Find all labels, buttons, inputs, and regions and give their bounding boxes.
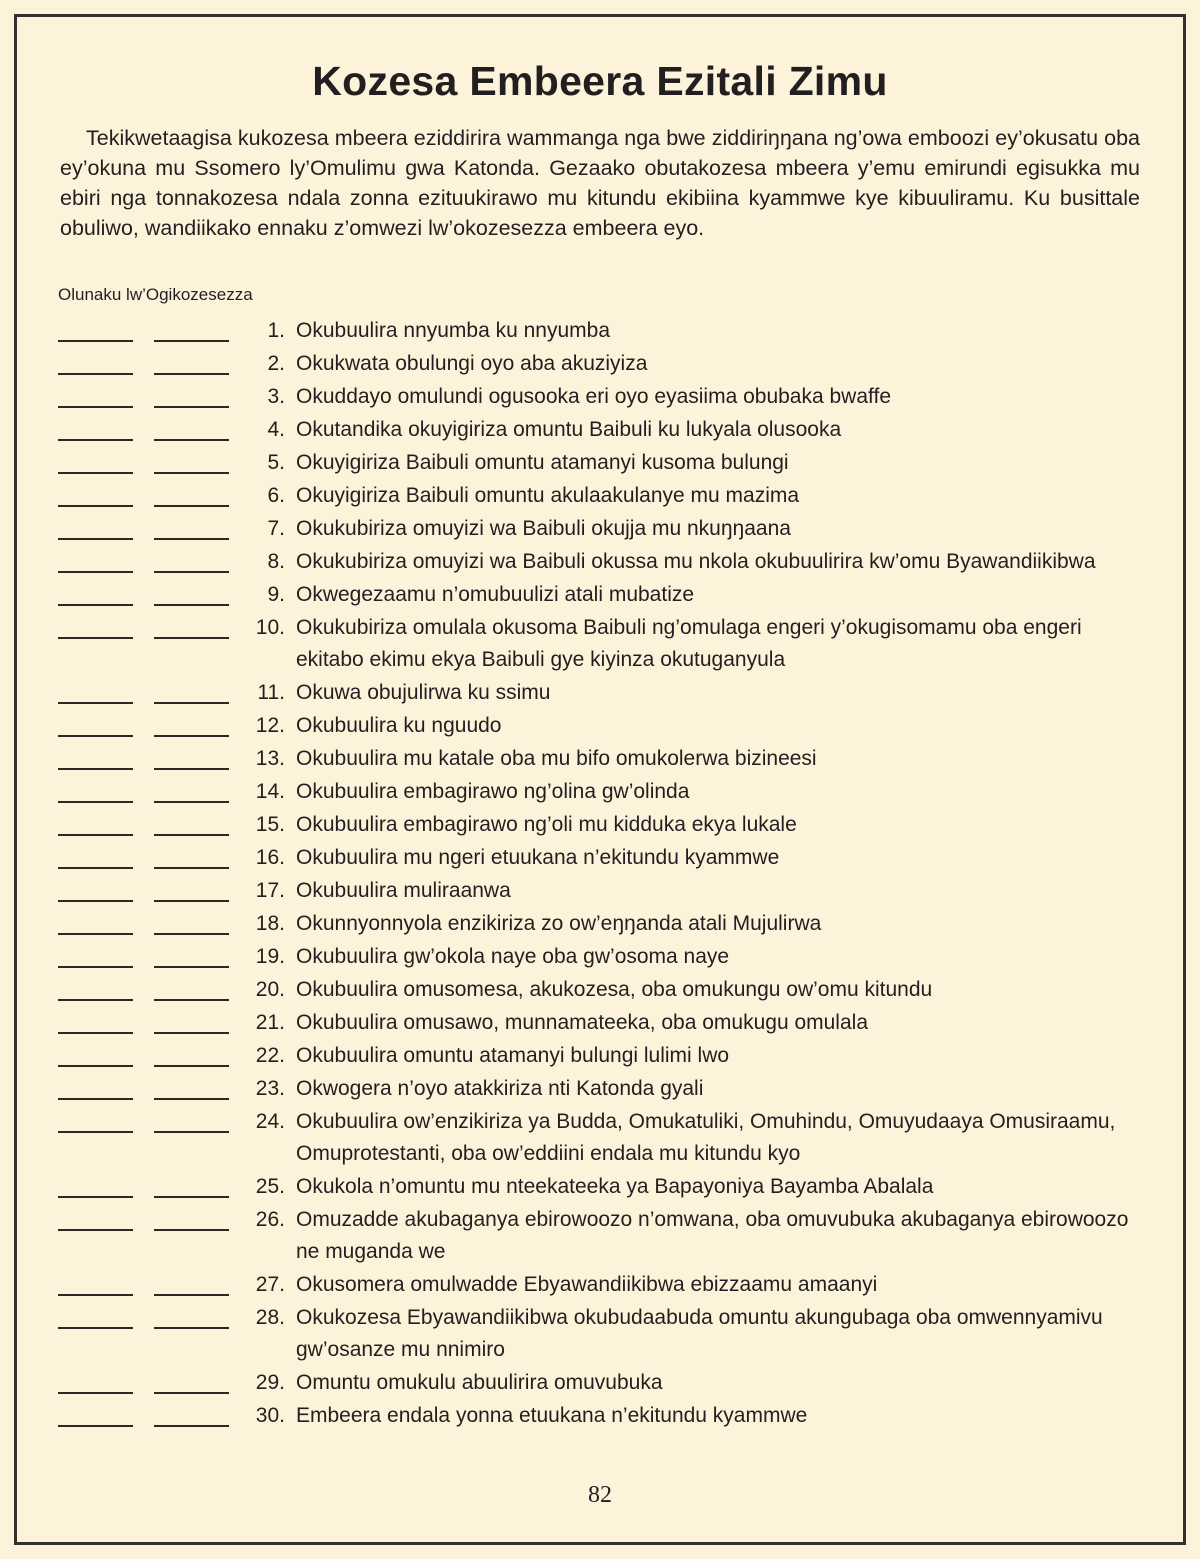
item-number: 3. [267, 385, 285, 408]
item-text: Okunnyonnyola enzikiriza zo ow’eŋŋanda atali Mujulirwa [296, 912, 822, 935]
item-text: Okuyigiriza Baibuli omuntu atamanyi kusoma bulungi [296, 451, 789, 474]
item-text: Okukubiriza omulala okusoma Baibuli ng’omulaga engeri y’okugisomamu oba engeri ekitabo ekimu ekya Baibuli gye kiyinza okutuganyula [296, 616, 1082, 671]
date-blank-2 [154, 941, 229, 968]
item-text: Okubuulira omuntu atamanyi bulungi lulimi lwo [296, 1044, 730, 1067]
item-number: 13. [255, 747, 285, 770]
item-number: 19. [255, 945, 285, 968]
list-item [58, 908, 1142, 940]
item-number: 27. [255, 1273, 285, 1296]
item-number: 24. [255, 1110, 285, 1133]
list-item [58, 776, 1142, 808]
date-blank-1 [58, 381, 133, 408]
list-item [58, 875, 1142, 907]
date-blank-1 [58, 875, 133, 902]
list-item [58, 677, 1142, 709]
item-number: 15. [255, 813, 285, 836]
item-number: 21. [255, 1011, 285, 1034]
item-number: 29. [255, 1371, 285, 1394]
list-item [58, 1106, 1142, 1170]
item-number: 4. [267, 418, 285, 441]
date-blank-2 [154, 1106, 229, 1133]
item-text: Okukwata obulungi oyo aba akuziyiza [296, 352, 648, 375]
list-item [58, 480, 1142, 512]
date-blank-2 [154, 776, 229, 803]
item-number: 23. [255, 1077, 285, 1100]
list-item [58, 809, 1142, 841]
item-text: Omuzadde akubaganya ebirowoozo n’omwana, oba omuvubuka akubaganya ebirowoozo ne muganda we [296, 1208, 1129, 1263]
date-blank-1 [58, 1007, 133, 1034]
date-blank-1 [58, 809, 133, 836]
list-item [58, 1302, 1142, 1366]
item-number: 16. [255, 846, 285, 869]
page-title: Kozesa Embeera Ezitali Zimu [312, 58, 888, 104]
list-item [58, 1400, 1142, 1432]
list-item [58, 1204, 1142, 1268]
item-text: Okukubiriza omuyizi wa Baibuli okujja mu nkuŋŋaana [296, 517, 791, 540]
list-item [58, 546, 1142, 578]
date-blank-1 [58, 447, 133, 474]
item-number: 8. [267, 550, 285, 573]
date-blank-1 [58, 348, 133, 375]
item-text: Okubuulira embagirawo ng’olina gw’olinda [296, 780, 690, 803]
item-text: Okuddayo omulundi ogusooka eri oyo eyasiima obubaka bwaffe [296, 385, 891, 408]
item-number: 28. [255, 1306, 285, 1329]
date-blank-2 [154, 579, 229, 606]
item-text: Okubuulira nnyumba ku nnyumba [296, 319, 611, 342]
date-blank-1 [58, 1204, 133, 1231]
date-blank-1 [58, 546, 133, 573]
item-number: 5. [267, 451, 285, 474]
list-item [58, 447, 1142, 479]
date-blank-2 [154, 381, 229, 408]
list-item [58, 710, 1142, 742]
date-used-label: Olunaku lw’Ogikozesezza [58, 285, 253, 304]
date-blank-2 [154, 1367, 229, 1394]
item-number: 10. [255, 616, 285, 639]
item-text: Okuwa obujulirwa ku ssimu [296, 681, 551, 704]
date-blank-1 [58, 480, 133, 507]
item-number: 26. [255, 1208, 285, 1231]
checklist [58, 315, 1142, 1432]
item-text: Okukola n’omuntu mu nteekateeka ya Bapayoniya Bayamba Abalala [296, 1175, 934, 1198]
item-text: Embeera endala yonna etuukana n’ekitundu kyammwe [296, 1404, 808, 1427]
item-number: 22. [255, 1044, 285, 1067]
date-blank-2 [154, 1204, 229, 1231]
item-number: 14. [255, 780, 285, 803]
item-text: Okuyigiriza Baibuli omuntu akulaakulanye mu mazima [296, 484, 800, 507]
date-blank-1 [58, 710, 133, 737]
item-number: 25. [255, 1175, 285, 1198]
item-number: 1. [267, 319, 285, 342]
item-text: Okukozesa Ebyawandiikibwa okubudaabuda omuntu akungubaga oba omwennyamivu gw’osanze mu nnimiro [296, 1306, 1103, 1361]
item-number: 30. [255, 1404, 285, 1427]
item-text: Okubuulira embagirawo ng’oli mu kidduka ekya lukale [296, 813, 797, 836]
date-blank-2 [154, 1171, 229, 1198]
date-blank-1 [58, 941, 133, 968]
date-blank-1 [58, 974, 133, 1001]
item-text: Okubuulira omusawo, munnamateeka, oba omukugu omulala [296, 1011, 868, 1034]
date-blank-1 [58, 908, 133, 935]
date-blank-1 [58, 842, 133, 869]
item-text: Okubuulira muliraanwa [296, 879, 511, 902]
date-blank-1 [58, 1269, 133, 1296]
date-blank-2 [154, 315, 229, 342]
intro-paragraph: Tekikwetaagisa kukozesa mbeera eziddirira wammanga nga bwe ziddiriŋŋana ng’owa emboozi ey’okusatu oba ey’okuna mu Ssomero ly’Omulimu gwa Katonda. Gezaako obutakozesa mbeera y’emu emirundi egisukka mu ebiri nga tonnakozesa ndala zonna ezituukirawo mu kitundu ekibiina kyammwe kye kibuuliramu. Ku busittale obuliwo, wandiikako ennaku z’omwezi lw’okozesezza embeera eyo. [60, 126, 1140, 240]
date-blank-2 [154, 480, 229, 507]
list-item [58, 1269, 1142, 1301]
list-item [58, 315, 1142, 347]
date-blank-2 [154, 348, 229, 375]
list-item [58, 612, 1142, 676]
date-blank-1 [58, 1106, 133, 1133]
item-text: Okubuulira omusomesa, akukozesa, oba omukungu ow’omu kitundu [296, 978, 933, 1001]
list-item [58, 579, 1142, 611]
date-blank-2 [154, 612, 229, 639]
date-blank-1 [58, 1040, 133, 1067]
date-blank-2 [154, 677, 229, 704]
item-number: 2. [267, 352, 285, 375]
item-number: 20. [255, 978, 285, 1001]
item-number: 6. [267, 484, 285, 507]
item-text: Okubuulira gw’okola naye oba gw’osoma naye [296, 945, 730, 968]
date-blank-2 [154, 809, 229, 836]
date-blank-1 [58, 1073, 133, 1100]
item-text: Okutandika okuyigiriza omuntu Baibuli ku lukyala olusooka [296, 418, 842, 441]
date-blank-2 [154, 908, 229, 935]
date-blank-2 [154, 842, 229, 869]
list-item [58, 941, 1142, 973]
list-item [58, 1073, 1142, 1105]
date-blank-1 [58, 579, 133, 606]
item-number: 7. [267, 517, 285, 540]
date-blank-2 [154, 710, 229, 737]
date-blank-2 [154, 1302, 229, 1329]
list-item [58, 743, 1142, 775]
date-blank-2 [154, 447, 229, 474]
list-item [58, 513, 1142, 545]
list-item [58, 1171, 1142, 1203]
item-number: 12. [255, 714, 285, 737]
date-blank-2 [154, 1007, 229, 1034]
item-number: 17. [255, 879, 285, 902]
date-blank-1 [58, 743, 133, 770]
list-item [58, 842, 1142, 874]
list-item [58, 348, 1142, 380]
item-text: Okubuulira mu ngeri etuukana n’ekitundu kyammwe [296, 846, 780, 869]
item-text: Okwegezaamu n’omubuulizi atali mubatize [296, 583, 695, 606]
item-number: 9. [267, 583, 285, 606]
date-blank-2 [154, 1400, 229, 1427]
date-blank-2 [154, 974, 229, 1001]
list-item [58, 974, 1142, 1006]
item-number: 11. [257, 681, 285, 704]
date-blank-2 [154, 513, 229, 540]
page-number: 82 [588, 1482, 612, 1508]
date-blank-2 [154, 1073, 229, 1100]
date-blank-1 [58, 776, 133, 803]
item-text: Okubuulira ow’enzikiriza ya Budda, Omukatuliki, Omuhindu, Omuyudaaya Omusiraamu, Omuprotestanti, oba ow’eddiini endala mu kitundu kyo [296, 1110, 1116, 1165]
date-blank-2 [154, 1040, 229, 1067]
date-blank-1 [58, 1367, 133, 1394]
item-text: Okwogera n’oyo atakkiriza nti Katonda gyali [296, 1077, 704, 1100]
list-item [58, 381, 1142, 413]
date-blank-1 [58, 1302, 133, 1329]
date-blank-1 [58, 513, 133, 540]
item-text: Okubuulira mu katale oba mu bifo omukolerwa bizineesi [296, 747, 817, 770]
date-blank-2 [154, 875, 229, 902]
list-item [58, 1040, 1142, 1072]
date-blank-1 [58, 1171, 133, 1198]
date-blank-2 [154, 1269, 229, 1296]
list-item [58, 1007, 1142, 1039]
date-blank-1 [58, 677, 133, 704]
item-text: Okukubiriza omuyizi wa Baibuli okussa mu nkola okubuulirira kw’omu Byawandiikibwa [296, 550, 1096, 573]
list-item [58, 414, 1142, 446]
item-text: Omuntu omukulu abuulirira omuvubuka [296, 1371, 663, 1394]
date-blank-2 [154, 414, 229, 441]
list-item [58, 1367, 1142, 1399]
date-blank-1 [58, 1400, 133, 1427]
date-blank-1 [58, 315, 133, 342]
item-text: Okubuulira ku nguudo [296, 714, 502, 737]
date-blank-1 [58, 414, 133, 441]
date-blank-2 [154, 743, 229, 770]
item-number: 18. [255, 912, 285, 935]
date-blank-2 [154, 546, 229, 573]
item-text: Okusomera omulwadde Ebyawandiikibwa ebizzaamu amaanyi [296, 1273, 878, 1296]
date-blank-1 [58, 612, 133, 639]
